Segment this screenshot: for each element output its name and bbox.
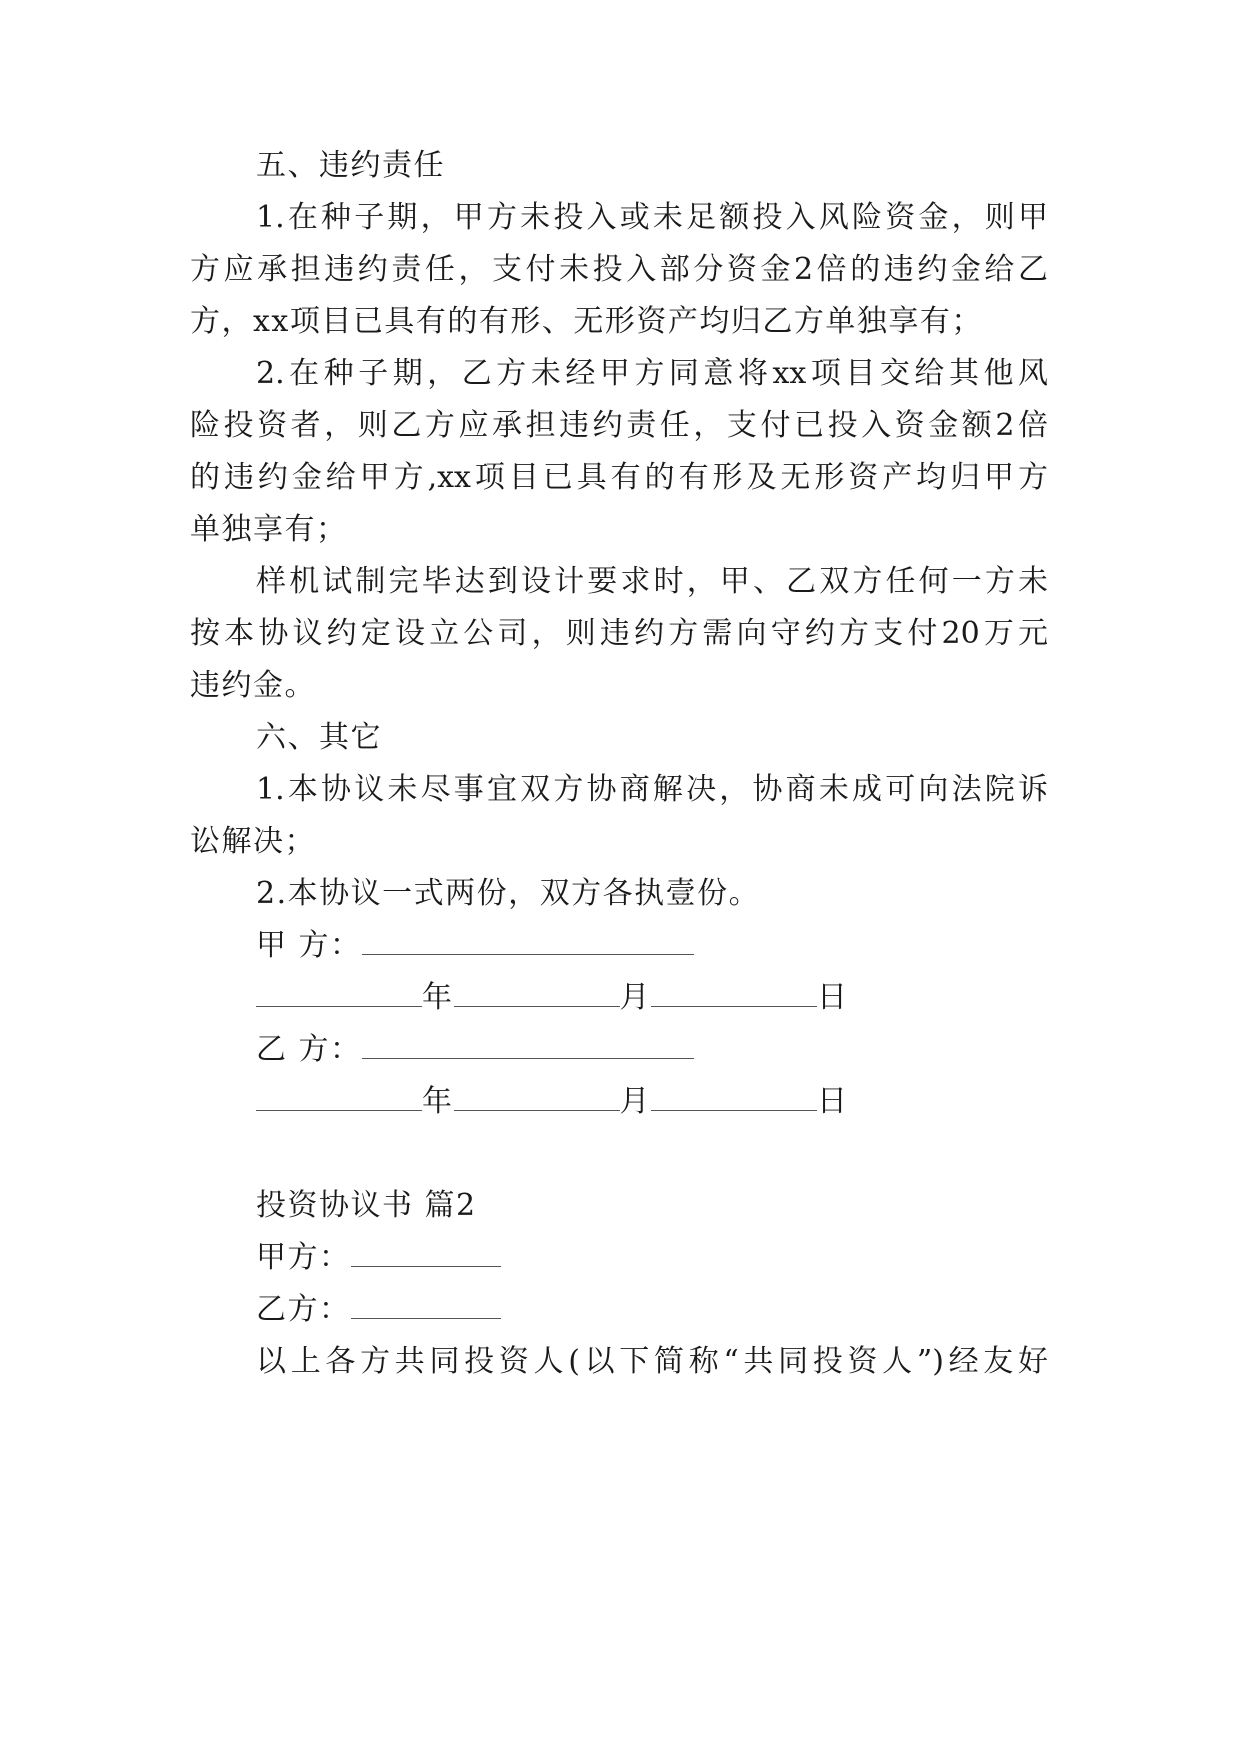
day-label: 日 — [817, 1084, 849, 1119]
other-clause-1-line-2: 讼解决； — [190, 824, 316, 859]
party-b-day-blank[interactable] — [651, 1082, 817, 1111]
party-a-year-blank[interactable] — [256, 978, 422, 1007]
doc2-party-b-blank[interactable] — [351, 1290, 501, 1319]
party-a-signature-blank[interactable] — [362, 926, 694, 955]
year-label: 年 — [422, 980, 454, 1015]
other-clause-2: 2.本协议一式两份，双方各执壹份。 — [256, 876, 761, 911]
month-label: 月 — [619, 980, 651, 1015]
doc2-intro-line: 以上各方共同投资人(以下简称“共同投资人”)经友好 — [256, 1344, 1048, 1379]
breach-clause-3-line-2: 按本协议约定设立公司，则违约方需向守约方支付20万元 — [190, 616, 1048, 651]
section-heading-breach: 五、违约责任 — [256, 148, 445, 183]
doc2-party-a-blank[interactable] — [351, 1238, 501, 1267]
doc2-party-b-row — [256, 1290, 501, 1330]
party-b-signature-row — [256, 1030, 694, 1070]
year-label: 年 — [422, 1084, 454, 1119]
document-2-title: 投资协议书 篇2 — [256, 1188, 477, 1223]
party-b-signature-blank[interactable] — [362, 1030, 694, 1059]
party-a-label: 甲 方： — [256, 928, 362, 963]
party-a-day-blank[interactable] — [651, 978, 817, 1007]
doc2-party-a-row — [256, 1238, 501, 1278]
breach-clause-2-line-1: 2.在种子期，乙方未经甲方同意将xx项目交给其他风 — [256, 356, 1048, 391]
day-label: 日 — [817, 980, 849, 1015]
breach-clause-2-line-3: 的违约金给甲方,xx项目已具有的有形及无形资产均归甲方 — [190, 460, 1048, 495]
section-heading-other: 六、其它 — [256, 720, 382, 755]
breach-clause-1-line-2: 方应承担违约责任，支付未投入部分资金2倍的违约金给乙 — [190, 252, 1048, 287]
doc2-party-b-label: 乙方： — [256, 1292, 351, 1327]
breach-clause-1-line-1: 1.在种子期，甲方未投入或未足额投入风险资金，则甲 — [256, 200, 1048, 235]
party-a-date-row — [256, 978, 849, 1018]
party-b-date-row — [256, 1082, 849, 1122]
party-a-signature-row — [256, 926, 694, 966]
breach-clause-1-line-3: 方，xx项目已具有的有形、无形资产均归乙方单独享有； — [190, 304, 983, 339]
party-a-month-blank[interactable] — [454, 978, 620, 1007]
month-label: 月 — [619, 1084, 651, 1119]
party-b-label: 乙 方： — [256, 1032, 362, 1067]
breach-clause-2-line-2: 险投资者，则乙方应承担违约责任，支付已投入资金额2倍 — [190, 408, 1048, 443]
doc2-party-a-label: 甲方： — [256, 1240, 351, 1275]
breach-clause-3-line-1: 样机试制完毕达到设计要求时，甲、乙双方任何一方未 — [256, 564, 1048, 599]
party-b-year-blank[interactable] — [256, 1082, 422, 1111]
party-b-month-blank[interactable] — [454, 1082, 620, 1111]
breach-clause-3-line-3: 违约金。 — [190, 668, 316, 703]
other-clause-1-line-1: 1.本协议未尽事宜双方协商解决，协商未成可向法院诉 — [256, 772, 1048, 807]
breach-clause-2-line-4: 单独享有； — [190, 512, 348, 547]
